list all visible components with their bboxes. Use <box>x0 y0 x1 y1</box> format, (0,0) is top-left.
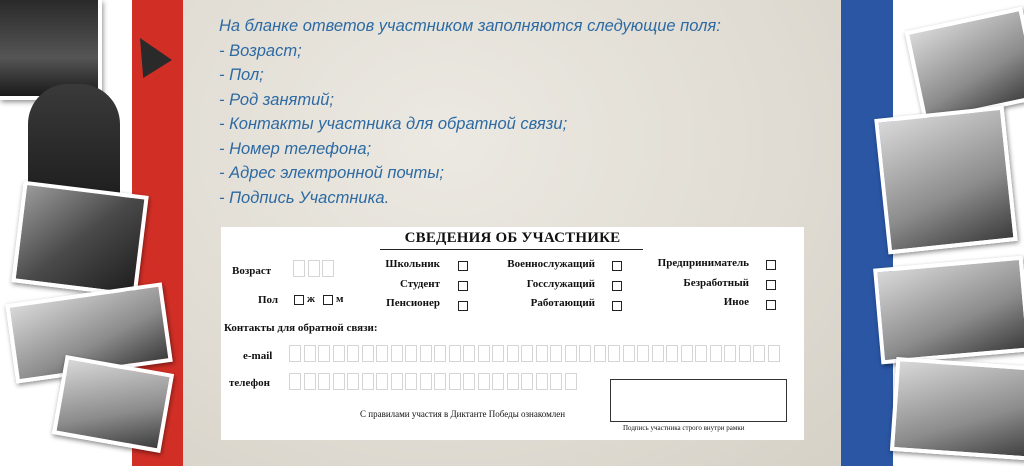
schoolboy-checkbox[interactable] <box>458 261 468 271</box>
email-cell[interactable] <box>507 345 519 362</box>
phone-cell[interactable] <box>347 373 359 390</box>
intro-field-phone: - Номер телефона; <box>219 139 372 158</box>
email-cell[interactable] <box>521 345 533 362</box>
email-cell[interactable] <box>318 345 330 362</box>
phone-input[interactable] <box>289 373 579 390</box>
rules-acknowledgement: С правилами участия в Диктанте Победы ознакомлен <box>360 409 566 419</box>
email-cell[interactable] <box>739 345 751 362</box>
other-checkbox[interactable] <box>766 300 776 310</box>
email-cell[interactable] <box>362 345 374 362</box>
email-cell[interactable] <box>724 345 736 362</box>
age-cell[interactable] <box>322 260 334 277</box>
phone-cell[interactable] <box>463 373 475 390</box>
email-cell[interactable] <box>768 345 780 362</box>
military-label: Военнослужащий <box>507 258 595 270</box>
email-cell[interactable] <box>463 345 475 362</box>
left-decorative-panel <box>0 0 183 466</box>
age-label: Возраст <box>232 265 272 277</box>
email-cell[interactable] <box>492 345 504 362</box>
phone-cell[interactable] <box>362 373 374 390</box>
phone-cell[interactable] <box>521 373 533 390</box>
email-cell[interactable] <box>449 345 461 362</box>
phone-cell[interactable] <box>405 373 417 390</box>
phone-cell[interactable] <box>333 373 345 390</box>
email-cell[interactable] <box>594 345 606 362</box>
other-label: Иное <box>723 296 749 308</box>
photo-soldiers-helmets <box>11 181 148 298</box>
email-cell[interactable] <box>376 345 388 362</box>
email-cell[interactable] <box>652 345 664 362</box>
signature-box[interactable] <box>610 379 787 422</box>
email-cell[interactable] <box>405 345 417 362</box>
phone-cell[interactable] <box>565 373 577 390</box>
photo-crowd-women <box>905 7 1024 124</box>
phone-cell[interactable] <box>550 373 562 390</box>
phone-cell[interactable] <box>507 373 519 390</box>
phone-cell[interactable] <box>536 373 548 390</box>
email-cell[interactable] <box>753 345 765 362</box>
email-cell[interactable] <box>695 345 707 362</box>
age-cell[interactable] <box>293 260 305 277</box>
unemployed-checkbox[interactable] <box>766 280 776 290</box>
photo-soldiers-banner <box>873 256 1024 365</box>
email-cell[interactable] <box>681 345 693 362</box>
email-cell[interactable] <box>637 345 649 362</box>
email-cell[interactable] <box>536 345 548 362</box>
pensioner-checkbox[interactable] <box>458 301 468 311</box>
phone-label: телефон <box>229 377 270 389</box>
phone-cell[interactable] <box>434 373 446 390</box>
intro-field-contacts: - Контакты участника для обратной связи; <box>219 115 568 133</box>
phone-cell[interactable] <box>492 373 504 390</box>
signature-caption: Подпись участника строго внутри рамки <box>623 424 745 432</box>
employed-label: Работающий <box>530 297 595 309</box>
email-input[interactable] <box>289 345 782 362</box>
age-cell[interactable] <box>308 260 320 277</box>
gender-female-label: ж <box>307 293 315 305</box>
phone-cell[interactable] <box>420 373 432 390</box>
student-checkbox[interactable] <box>458 281 468 291</box>
intro-field-signature: - Подпись Участника. <box>219 188 390 207</box>
intro-field-age: - Возраст; <box>219 41 302 60</box>
phone-cell[interactable] <box>449 373 461 390</box>
intro-text <box>219 14 819 210</box>
photo-smiling-soldier <box>874 106 1018 255</box>
participant-form <box>221 227 804 440</box>
phone-cell[interactable] <box>376 373 388 390</box>
email-cell[interactable] <box>710 345 722 362</box>
email-cell[interactable] <box>434 345 446 362</box>
email-cell[interactable] <box>420 345 432 362</box>
employed-checkbox[interactable] <box>612 301 622 311</box>
unemployed-label: Безработный <box>683 277 749 289</box>
intro-field-occupation: - Род занятий; <box>219 90 335 109</box>
gender-male-label: м <box>336 293 344 305</box>
right-decorative-panel <box>841 0 1024 466</box>
phone-cell[interactable] <box>318 373 330 390</box>
intro-heading: На бланке ответов участником заполняются следующие поля: <box>219 17 721 35</box>
gender-label: Пол <box>258 294 279 306</box>
age-input[interactable] <box>293 260 337 277</box>
phone-cell[interactable] <box>289 373 301 390</box>
email-cell[interactable] <box>304 345 316 362</box>
email-cell[interactable] <box>550 345 562 362</box>
email-cell[interactable] <box>608 345 620 362</box>
contacts-label: Контакты для обратной связи: <box>224 322 378 334</box>
email-label: e-mail <box>243 350 273 362</box>
civil-servant-label: Госслужащий <box>526 278 595 290</box>
military-checkbox[interactable] <box>612 261 622 271</box>
gender-female-checkbox[interactable] <box>294 295 304 305</box>
email-cell[interactable] <box>565 345 577 362</box>
email-cell[interactable] <box>623 345 635 362</box>
phone-cell[interactable] <box>304 373 316 390</box>
email-cell[interactable] <box>289 345 301 362</box>
entrepreneur-label: Предприниматель <box>657 257 749 269</box>
email-cell[interactable] <box>579 345 591 362</box>
civil-servant-checkbox[interactable] <box>612 281 622 291</box>
email-cell[interactable] <box>391 345 403 362</box>
entrepreneur-checkbox[interactable] <box>766 260 776 270</box>
email-cell[interactable] <box>333 345 345 362</box>
schoolboy-label: Школьник <box>385 258 440 270</box>
email-cell[interactable] <box>347 345 359 362</box>
email-cell[interactable] <box>478 345 490 362</box>
photo-victory-flag <box>890 357 1024 461</box>
intro-field-gender: - Пол; <box>219 66 264 84</box>
intro-field-email: - Адрес электронной почты; <box>219 164 444 182</box>
email-cell[interactable] <box>666 345 678 362</box>
student-label: Студент <box>399 278 440 290</box>
title-underline <box>380 249 643 250</box>
form-title: СВЕДЕНИЯ ОБ УЧАСТНИКЕ <box>404 230 621 246</box>
phone-cell[interactable] <box>478 373 490 390</box>
gender-male-checkbox[interactable] <box>323 295 333 305</box>
blue-stripe <box>841 0 893 466</box>
pensioner-label: Пенсионер <box>386 297 440 309</box>
phone-cell[interactable] <box>391 373 403 390</box>
